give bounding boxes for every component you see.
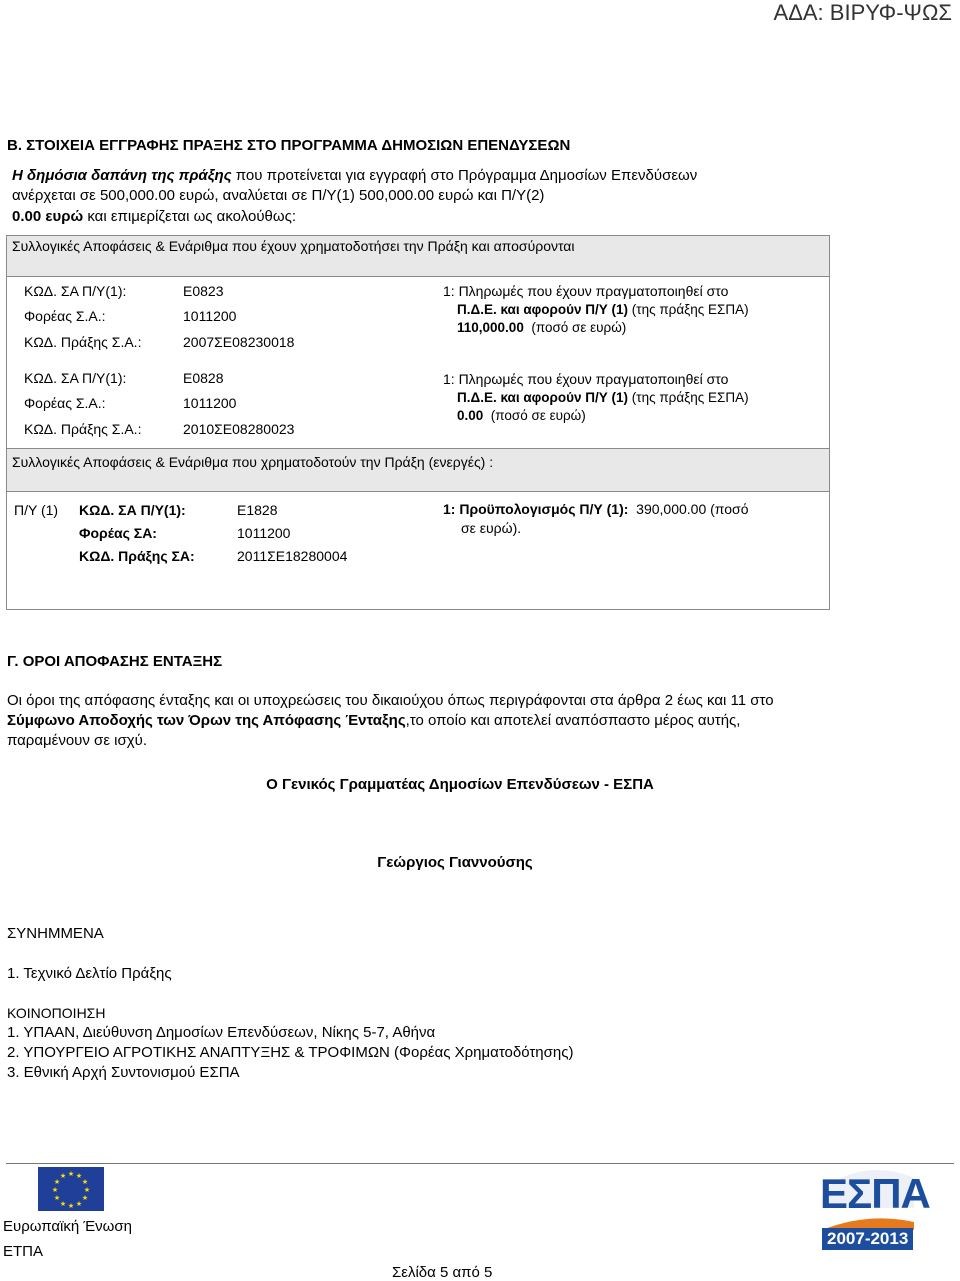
svg-text:★: ★ xyxy=(59,1172,67,1180)
value-foreas: 1011200 xyxy=(183,395,237,411)
signature-role: Ο Γενικός Γραμματέας Δημοσίων Επενδύσεων - ΕΣΠΑ xyxy=(266,776,654,793)
value-praxis: 2010ΣΕ08280023 xyxy=(183,421,295,437)
label-foreas: Φορέας Σ.Α.: xyxy=(24,395,106,411)
payment-line-1: 1: Πληρωμές που έχουν πραγματοποιηθεί στο xyxy=(443,283,729,299)
intro-line-2: ανέρχεται σε 500,000.00 ευρώ, αναλύεται σε Π/Υ(1) 500,000.00 ευρώ και Π/Υ(2) xyxy=(12,187,545,204)
payment-amount: 110,000.00 xyxy=(457,320,524,335)
notification-item: 2. ΥΠΟΥΡΓΕΙΟ ΑΓΡΟΤΙΚΗΣ ΑΝΑΠΤΥΞΗΣ & ΤΡΟΦΙΜΩΝ (Φορέας Χρηματοδότησης) xyxy=(7,1044,574,1061)
budget-amount: 390,000.00 (ποσό xyxy=(628,501,749,517)
funding-header: Συλλογικές Αποφάσεις & Ενάριθμα που χρηματοδοτούν την Πράξη (ενεργές) : xyxy=(12,454,494,470)
payment-line-3 xyxy=(457,408,586,423)
espa-logo-years: 2007-2013 xyxy=(822,1228,913,1250)
label-foreas: Φορέας ΣΑ: xyxy=(79,525,157,541)
payment-line-2-rest: (της πράξης ΕΣΠΑ) xyxy=(628,390,749,405)
svg-text:★: ★ xyxy=(81,1178,89,1186)
label-ka-sa: ΚΩΔ. ΣΑ Π/Υ(1): xyxy=(24,370,127,386)
intro-line-1-bold: Η δημόσια δαπάνη της πράξης xyxy=(12,167,232,184)
espa-logo xyxy=(818,1166,930,1266)
terms-agreement-title: Σύμφωνο Αποδοχής των Όρων της Απόφασης Ένταξης xyxy=(7,712,406,729)
notification-title: ΚΟΙΝΟΠΟΙΗΣΗ xyxy=(7,1005,106,1021)
svg-text:★: ★ xyxy=(67,1170,75,1178)
funding-py: Π/Υ (1) xyxy=(14,502,59,518)
espa-logo-text: ΕΣΠΑ xyxy=(820,1170,930,1217)
withdrawn-header: Συλλογικές Αποφάσεις & Ενάριθμα που έχουν χρηματοδοτήσει την Πράξη και αποσύρονται xyxy=(12,238,575,254)
svg-text:★: ★ xyxy=(53,1194,61,1202)
terms-line-3: παραμένουν σε ισχύ. xyxy=(7,732,148,749)
label-ka-sa: ΚΩΔ. ΣΑ Π/Υ(1): xyxy=(79,502,186,518)
intro-line-3-rest: και επιμερίζεται ως ακολούθως: xyxy=(83,208,296,225)
intro-line-1-rest: που προτείνεται για εγγραφή στο Πρόγραμμα Δημοσίων Επενδύσεων xyxy=(231,167,698,184)
attachments-title: ΣΥΝΗΜΜΕΝΑ xyxy=(7,925,104,942)
value-foreas: 1011200 xyxy=(183,308,237,324)
label-praxis: ΚΩΔ. Πράξης Σ.Α.: xyxy=(24,334,142,350)
value-praxis: 2007ΣΕ08230018 xyxy=(183,334,295,350)
terms-line-2 xyxy=(7,712,740,729)
svg-text:★: ★ xyxy=(75,1172,83,1180)
budget-line-2: σε ευρώ). xyxy=(461,520,522,536)
payment-line-2-rest: (της πράξης ΕΣΠΑ) xyxy=(628,302,749,317)
label-foreas: Φορέας Σ.Α.: xyxy=(24,308,106,324)
value-ka-sa: Ε1828 xyxy=(237,502,278,518)
eu-label: Ευρωπαϊκή Ένωση xyxy=(3,1218,132,1235)
payment-unit: (ποσό σε ευρώ) xyxy=(483,408,586,423)
svg-text:★: ★ xyxy=(51,1186,59,1194)
attachment-item: 1. Τεχνικό Δελτίο Πράξης xyxy=(7,965,172,982)
value-ka-sa: Ε0823 xyxy=(183,283,224,299)
payment-line-3 xyxy=(457,320,626,335)
label-ka-sa: ΚΩΔ. ΣΑ Π/Υ(1): xyxy=(24,283,127,299)
payment-line-2 xyxy=(457,302,749,317)
payment-line-2 xyxy=(457,390,749,405)
intro-line-3-bold: 0.00 ευρώ xyxy=(12,208,84,225)
value-ka-sa: Ε0828 xyxy=(183,370,224,386)
ada-code: ΑΔΑ: ΒΙΡΥΦ-ΨΩΣ xyxy=(773,0,952,25)
payment-unit: (ποσό σε ευρώ) xyxy=(523,320,627,335)
value-praxis: 2011ΣΕ18280004 xyxy=(237,548,348,564)
intro-line-3 xyxy=(12,208,296,225)
label-praxis: ΚΩΔ. Πράξης ΣΑ: xyxy=(79,548,195,564)
eu-flag-icon xyxy=(38,1167,104,1211)
notification-item: 1. ΥΠΑΑΝ, Διεύθυνση Δημοσίων Επενδύσεων, Νίκης 5-7, Αθήνα xyxy=(7,1024,436,1041)
label-praxis: ΚΩΔ. Πράξης Σ.Α.: xyxy=(24,421,142,437)
svg-text:★: ★ xyxy=(81,1194,89,1202)
svg-text:★: ★ xyxy=(67,1202,75,1210)
svg-text:★: ★ xyxy=(75,1200,83,1208)
page-number: Σελίδα 5 από 5 xyxy=(392,1264,493,1281)
intro-line-1 xyxy=(12,167,697,184)
eu-fund-label: ΕΤΠΑ xyxy=(3,1243,44,1260)
budget-line-1 xyxy=(443,501,748,517)
terms-line-1: Οι όροι της απόφασης ένταξης και οι υποχρεώσεις του δικαιούχου όπως περιγράφονται στα άρθρα 2 έως και 11 στο xyxy=(7,692,774,709)
budget-label: 1: Προϋπολογισμός Π/Υ (1): xyxy=(443,501,629,517)
svg-text:★: ★ xyxy=(53,1178,61,1186)
svg-text:★: ★ xyxy=(59,1200,67,1208)
value-foreas: 1011200 xyxy=(237,525,291,541)
payment-line-2-bold: Π.Δ.Ε. και αφορούν Π/Υ (1) xyxy=(457,302,629,317)
payment-line-2-bold: Π.Δ.Ε. και αφορούν Π/Υ (1) xyxy=(457,390,629,405)
notification-item: 3. Εθνική Αρχή Συντονισμού ΕΣΠΑ xyxy=(7,1064,240,1081)
payment-amount: 0.00 xyxy=(457,408,484,423)
footer-divider xyxy=(6,1163,954,1164)
payment-line-1: 1: Πληρωμές που έχουν πραγματοποιηθεί στο xyxy=(443,371,729,387)
signature-name: Γεώργιος Γιαννούσης xyxy=(377,854,533,871)
section-b-title: Β. ΣΤΟΙΧΕΙΑ ΕΓΓΡΑΦΗΣ ΠΡΑΞΗΣ ΣΤΟ ΠΡΟΓΡΑΜΜΑ ΔΗΜΟΣΙΩΝ ΕΠΕΝΔΥΣΕΩΝ xyxy=(7,137,571,154)
section-c-title: Γ. ΟΡΟΙ ΑΠΟΦΑΣΗΣ ΕΝΤΑΞΗΣ xyxy=(7,653,223,670)
terms-line-2-rest: ,το οποίο και αποτελεί αναπόσπαστο μέρος αυτής, xyxy=(405,712,741,729)
svg-text:★: ★ xyxy=(83,1186,91,1194)
